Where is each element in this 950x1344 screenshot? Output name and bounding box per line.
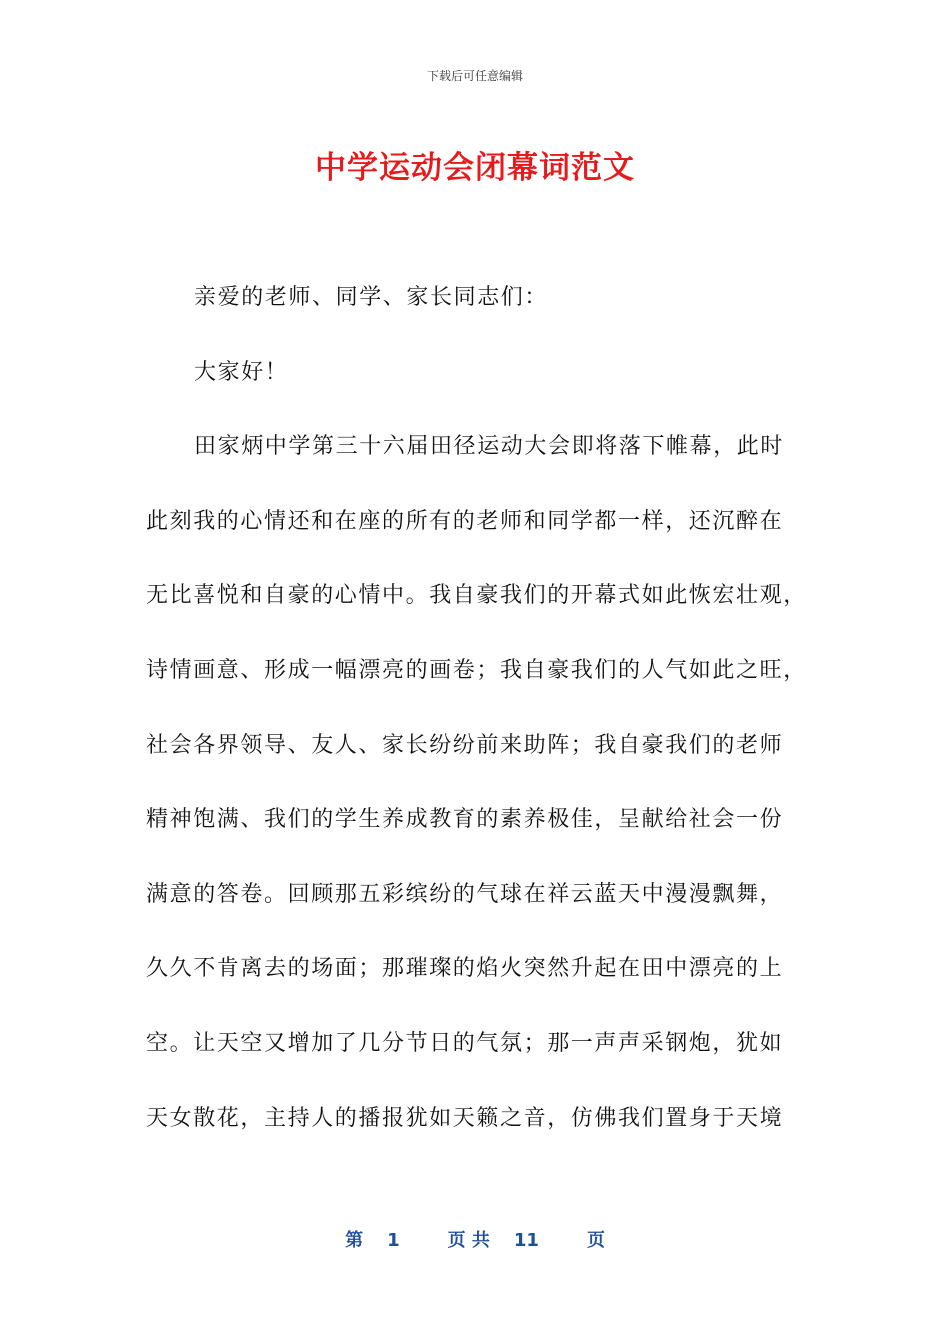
- header-note: 下载后可任意编辑: [426, 69, 523, 83]
- total-pages-number: 11: [513, 1230, 539, 1251]
- paragraph-line: 无比喜悦和自豪的心情中。我自豪我们的开幕式如此恢宏壮观，: [146, 583, 807, 609]
- paragraph-line: 天女散花，主持人的播报犹如天籁之音，仿佛我们置身于天境: [146, 1105, 784, 1131]
- footer-middle: 页 共: [447, 1230, 490, 1251]
- document-title: 中学运动会闭幕词范文: [315, 150, 635, 186]
- paragraph-line: 诗情画意、形成一幅漂亮的画卷；我自豪我们的人气如此之旺，: [146, 657, 807, 683]
- salutation-line: 亲爱的老师、同学、家长同志们：: [194, 285, 549, 310]
- paragraph-line: 空。让天空又增加了几分节日的气氛；那一声声采钢炮，犹如: [146, 1030, 784, 1056]
- paragraph-line: 此刻我的心情还和在座的所有的老师和同学都一样，还沉醉在: [146, 508, 784, 534]
- document-body: [146, 278, 810, 1173]
- greeting-line: 大家好！: [194, 359, 289, 385]
- paragraph-line: 社会各界领导、友人、家长纷纷前来助阵；我自豪我们的老师: [146, 732, 784, 758]
- footer-prefix: 第: [345, 1230, 364, 1251]
- current-page-number: 1: [387, 1230, 400, 1251]
- paragraph-line: 久久不肯离去的场面；那璀璨的焰火突然升起在田中漂亮的上: [146, 956, 784, 982]
- paragraph-line: 满意的答卷。回顾那五彩缤纷的气球在祥云蓝天中漫漫飘舞，: [146, 881, 784, 907]
- paragraph-line: 精神饱满、我们的学生养成教育的素养极佳，呈献给社会一份: [146, 807, 784, 833]
- page-footer: [0, 1226, 950, 1252]
- paragraph-line: 田家炳中学第三十六届田径运动大会即将落下帷幕，此时: [194, 434, 785, 460]
- footer-suffix: 页: [586, 1230, 605, 1251]
